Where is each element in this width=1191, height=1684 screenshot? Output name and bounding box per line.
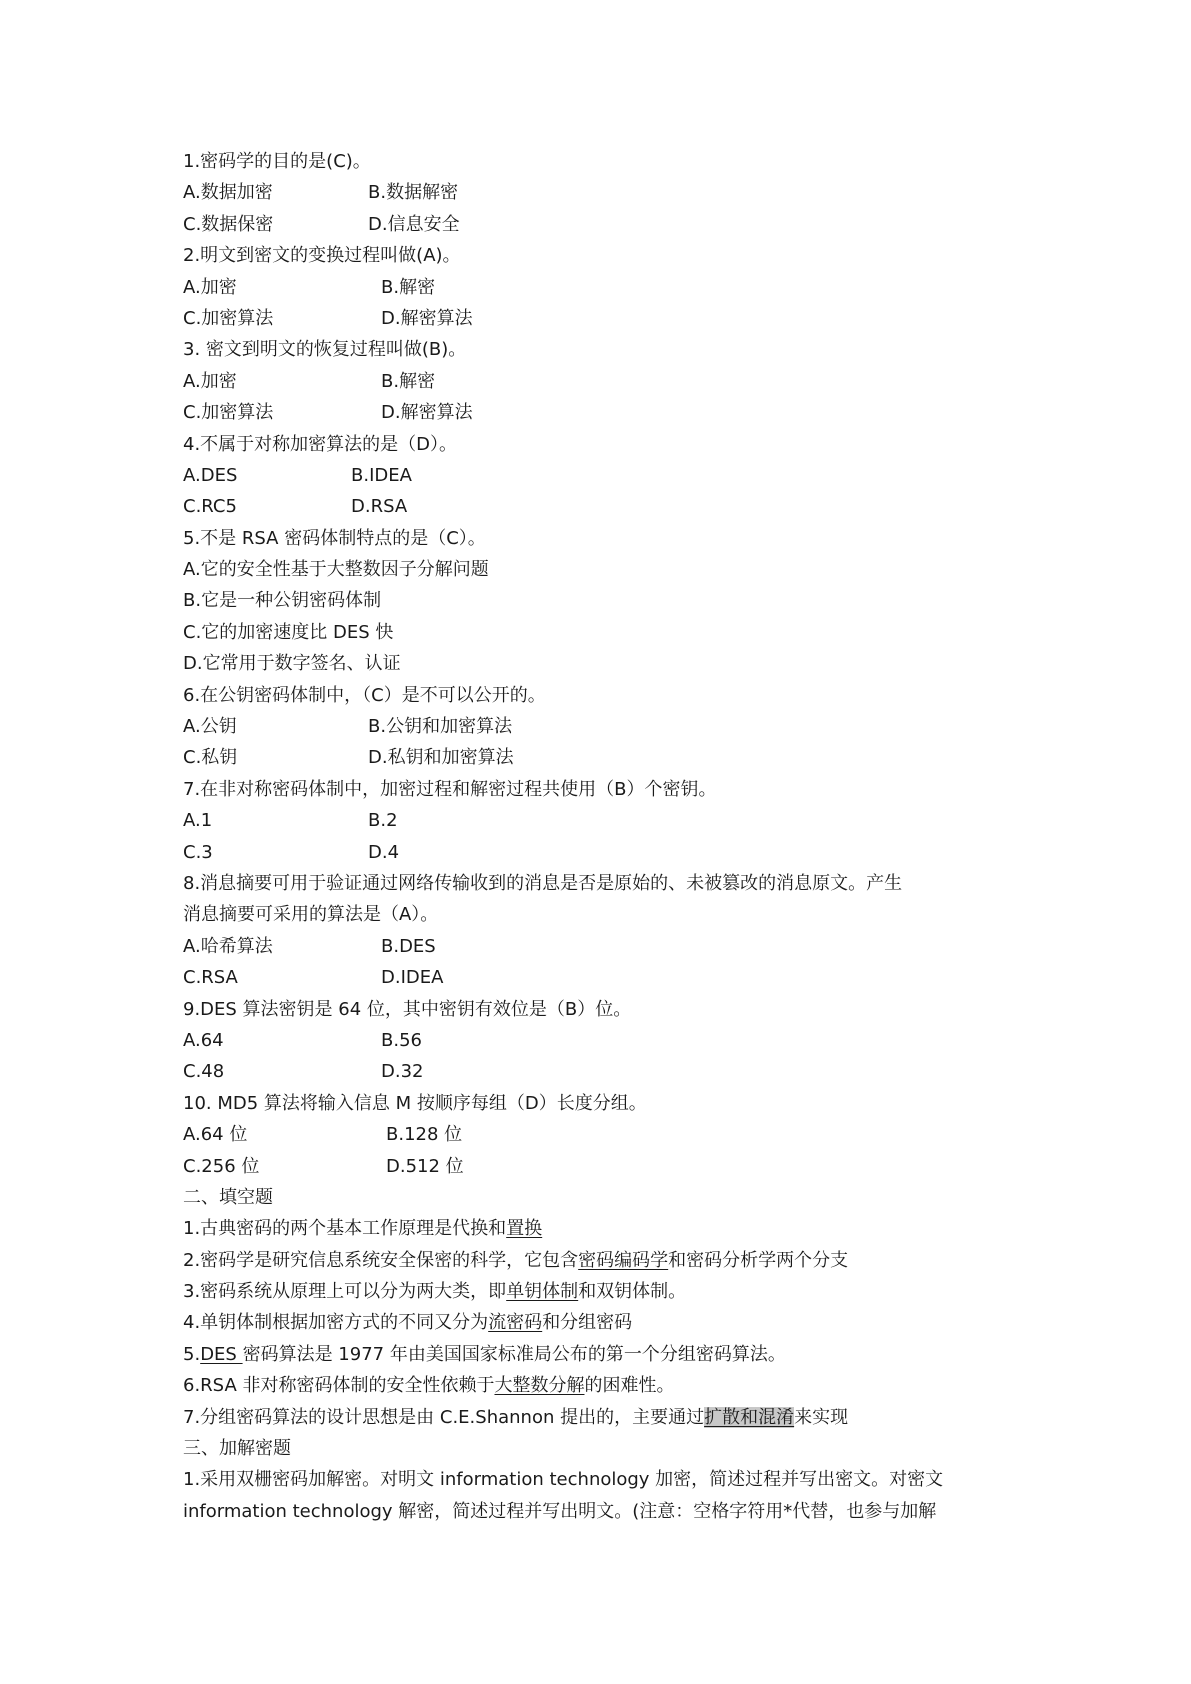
question-text: 6.在公钥密码体制中，（C）是不可以公开的。	[183, 684, 546, 706]
option-row	[183, 397, 1043, 428]
option-row	[183, 1056, 1043, 1087]
option: B.IDEA	[351, 464, 412, 486]
option: B.数据解密	[368, 182, 459, 204]
option: A.64	[183, 1029, 224, 1051]
fill-answer: DES	[200, 1343, 243, 1365]
question-text: 3. 密文到明文的恢复过程叫做(B)。	[183, 339, 467, 361]
option: C.它的加密速度比 DES 快	[183, 621, 394, 643]
option: A.DES	[183, 464, 238, 486]
option: C.数据保密	[183, 213, 274, 235]
option-row	[183, 742, 1043, 773]
option: C.加密算法	[183, 307, 274, 329]
option: A.1	[183, 810, 213, 832]
fill-in-item	[183, 1402, 1043, 1433]
option: D.512 位	[386, 1155, 464, 1177]
option: D.信息安全	[368, 213, 460, 235]
fill-answer: 扩散和混淆	[704, 1406, 795, 1428]
crypto-question-line: information technology 解密，简述过程并写出明文。(注意：空格字符用*代替，也参与加解	[183, 1500, 937, 1522]
option-row	[183, 1025, 1043, 1056]
option: A.加密	[183, 276, 237, 298]
option: D.私钥和加密算法	[368, 747, 514, 769]
option-row	[183, 962, 1043, 993]
fill-prefix: 7.分组密码算法的设计思想是由 C.E.Shannon 提出的，主要通过	[183, 1406, 705, 1428]
option: D.RSA	[351, 496, 408, 518]
fill-in-item	[183, 1213, 1043, 1244]
option: B.解密	[381, 276, 436, 298]
option: D.IDEA	[381, 967, 444, 989]
question-text: 5.不是 RSA 密码体制特点的是（C）。	[183, 527, 486, 549]
option: C.私钥	[183, 747, 238, 769]
fill-in-item	[183, 1307, 1043, 1338]
question-text-cont: 消息摘要可采用的算法是（A）。	[183, 904, 439, 926]
option: D.4	[368, 841, 400, 863]
fill-prefix: 2.密码学是研究信息系统安全保密的科学，它包含	[183, 1249, 579, 1271]
option: B.56	[381, 1029, 422, 1051]
option: C.加密算法	[183, 402, 274, 424]
question-text: 4.不属于对称加密算法的是（D）。	[183, 433, 458, 455]
fill-suffix: 和分组密码	[542, 1312, 633, 1334]
option: B.它是一种公钥密码体制	[183, 590, 382, 612]
question-text: 1.密码学的目的是(C)。	[183, 151, 371, 172]
option: B.128 位	[386, 1124, 463, 1146]
fill-answer: 置换	[506, 1218, 543, 1240]
option: C.RC5	[183, 496, 237, 518]
fill-suffix: 和双钥体制。	[578, 1281, 687, 1303]
fill-prefix: 4.单钥体制根据加密方式的不同又分为	[183, 1312, 489, 1334]
option-row	[183, 209, 1043, 240]
fill-suffix: 密码算法是 1977 年由美国国家标准局公布的第一个分组密码算法。	[242, 1343, 786, 1365]
fill-suffix: 来实现	[794, 1406, 849, 1428]
option: C.RSA	[183, 967, 238, 989]
question-text: 9.DES 算法密钥是 64 位，其中密钥有效位是（B）位。	[183, 998, 632, 1020]
option: D.32	[381, 1061, 424, 1083]
fill-suffix: 的困难性。	[584, 1375, 675, 1397]
option-row	[183, 177, 1043, 208]
option: B.解密	[381, 370, 436, 392]
section-heading-crypto: 三、加解密题	[183, 1438, 291, 1460]
option: D.它常用于数字签名、认证	[183, 653, 401, 675]
option-row	[183, 1119, 1043, 1150]
option-row	[183, 366, 1043, 397]
option: D.解密算法	[381, 402, 473, 424]
option-row	[183, 272, 1043, 303]
fill-in-item	[183, 1245, 1043, 1276]
question-text: 7.在非对称密码体制中，加密过程和解密过程共使用（B）个密钥。	[183, 778, 717, 800]
option: A.数据加密	[183, 182, 273, 204]
fill-prefix: 6.RSA 非对称密码体制的安全性依赖于	[183, 1375, 495, 1397]
option: A.哈希算法	[183, 935, 273, 957]
option-row	[183, 837, 1043, 868]
fill-prefix: 5.	[183, 1343, 201, 1365]
option-row	[183, 303, 1043, 334]
option-row	[183, 491, 1043, 522]
question-text: 10. MD5 算法将输入信息 M 按顺序每组（D）长度分组。	[183, 1092, 647, 1114]
option: A.64 位	[183, 1124, 248, 1146]
fill-answer: 流密码	[488, 1312, 543, 1334]
question-text: 8.消息摘要可用于验证通过网络传输收到的消息是否是原始的、未被篡改的消息原文。产生	[183, 872, 903, 894]
option-row	[183, 460, 1043, 491]
option: C.48	[183, 1061, 225, 1083]
document-body	[183, 146, 1043, 1527]
fill-in-item	[183, 1370, 1043, 1401]
fill-answer: 密码编码学	[578, 1249, 669, 1271]
option-row	[183, 1151, 1043, 1182]
option: D.解密算法	[381, 307, 473, 329]
fill-answer: 单钥体制	[506, 1281, 579, 1303]
option: A.加密	[183, 370, 237, 392]
option: B.DES	[381, 935, 436, 957]
fill-answer: 大整数分解	[494, 1375, 585, 1397]
option: B.2	[368, 810, 398, 832]
option: C.256 位	[183, 1155, 260, 1177]
fill-suffix: 和密码分析学两个分支	[668, 1249, 849, 1271]
option: A.它的安全性基于大整数因子分解问题	[183, 559, 489, 581]
option: C.3	[183, 841, 213, 863]
option-row	[183, 805, 1043, 836]
option: B.公钥和加密算法	[368, 716, 513, 738]
fill-prefix: 3.密码系统从原理上可以分为两大类，即	[183, 1281, 507, 1303]
option-row	[183, 711, 1043, 742]
fill-prefix: 1.古典密码的两个基本工作原理是代换和	[183, 1218, 507, 1240]
fill-in-item	[183, 1276, 1043, 1307]
question-text: 2.明文到密文的变换过程叫做(A)。	[183, 245, 461, 267]
fill-in-item	[183, 1339, 1043, 1370]
option: A.公钥	[183, 716, 237, 738]
section-heading-fill: 二、填空题	[183, 1186, 273, 1208]
option-row	[183, 931, 1043, 962]
crypto-question-line: 1.采用双栅密码加解密。对明文 information technology 加密，简述过程并写出密文。对密文	[183, 1469, 944, 1491]
